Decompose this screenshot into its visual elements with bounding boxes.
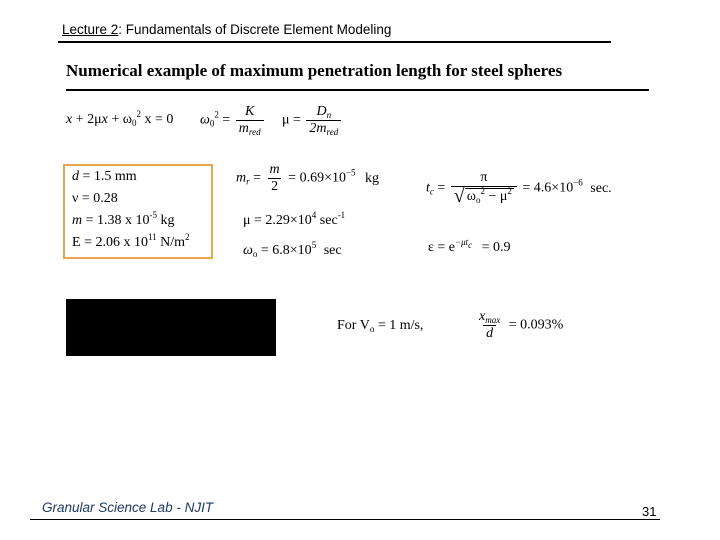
mu-den <box>306 120 341 137</box>
footer-lab-name: Granular Science Lab - NJIT <box>42 500 214 515</box>
contact-time-result: $t_c$ = π √ $\omega_o^2 - \mu^2$ = $4.6\times 10^{-6}$ sec. <box>426 170 612 207</box>
eq1-tail: x = 0 <box>144 112 174 127</box>
eps-exp <box>455 237 473 250</box>
tc-value: = 4.6×10 <box>522 180 574 196</box>
penetration-num-sub: max <box>485 315 501 325</box>
eps-exp-sub: c <box>468 240 473 250</box>
footer-rule <box>30 519 660 520</box>
tc-lhs: t <box>426 180 430 196</box>
omega-result <box>243 240 342 259</box>
om-unit: sec <box>323 243 342 258</box>
omega-den-text: m <box>238 121 249 136</box>
mu-unit-exp: -1 <box>337 210 346 220</box>
tc-den-a-sup: 2 <box>480 186 485 196</box>
om-value: = 6.8×10 <box>260 243 312 258</box>
mr-exp: −5 <box>345 167 356 178</box>
tc-den <box>451 186 517 207</box>
tc-radicand <box>465 188 514 205</box>
sqrt-symbol: √ $\omega_o^2 - \mu^2$ <box>453 185 512 207</box>
equation-of-motion <box>66 109 174 128</box>
mr-sub: r <box>246 176 250 187</box>
mu-den-text: 2m <box>309 121 327 136</box>
param-mass <box>72 210 175 229</box>
param-modulus-unit: N/m <box>156 235 186 250</box>
penetration-den: d <box>483 325 496 342</box>
om-sub: o <box>252 249 258 259</box>
param-poisson-value: = 0.28 <box>78 191 118 206</box>
velocity-label-sub: o <box>369 324 375 334</box>
velocity-label-rest: = 1 m/s, <box>374 318 424 333</box>
param-modulus-value: = 2.06 x 10 <box>80 235 148 250</box>
header-rule <box>58 41 611 43</box>
penetration-num-text: x <box>479 309 486 324</box>
eq1-sup: 2 <box>136 109 141 119</box>
tc-unit: sec. <box>590 180 612 196</box>
mu-definition <box>282 104 343 137</box>
tc-num: π <box>480 170 488 185</box>
mu-lhs: μ = <box>282 112 301 128</box>
velocity-label-text: For V <box>337 318 370 333</box>
param-poisson-symbol: ν <box>72 191 79 206</box>
penetration-value: = 0.093% <box>508 317 564 333</box>
omega-sup: 2 <box>214 109 219 120</box>
reduced-mass-result: $m_r$ = $\frac{m}{2}$ = $0.69\times 10^{-5}$ kg <box>236 162 380 194</box>
mr-num: m <box>269 162 280 177</box>
tc-den-a: ω <box>466 189 476 204</box>
page-number: 31 <box>642 504 657 519</box>
mu-num-sub: n <box>326 110 332 120</box>
tc-den-b-sup: 2 <box>507 186 512 196</box>
slide-title: Numerical example of maximum penetration length for steel spheres <box>66 61 563 80</box>
mu-den-sub: red <box>326 127 339 137</box>
eps-value: = 0.9 <box>481 240 511 255</box>
param-modulus-exp: 11 <box>147 232 157 242</box>
eq1-x: x <box>66 112 73 127</box>
param-mass-unit: kg <box>157 213 175 228</box>
omega-den-sub: red <box>248 127 261 137</box>
param-mass-value: = 1.38 x 10 <box>82 213 150 228</box>
mr-unit: kg <box>365 170 380 186</box>
tc-den-a-sub: o <box>476 195 481 205</box>
mr-lhs: m <box>236 170 247 186</box>
eq1-zero-sub: 0 <box>131 118 137 128</box>
mu-exp: 4 <box>311 210 317 220</box>
param-diameter-symbol: d <box>72 169 79 184</box>
black-box <box>66 299 276 356</box>
eq1-two-mu: + 2μ <box>75 112 102 127</box>
mu-value: μ = 2.29×10 <box>243 213 312 228</box>
eps-lhs: ε = e <box>428 240 455 255</box>
lecture-title: : Fundamentals of Discrete Element Modeling <box>118 22 392 37</box>
lecture-header <box>62 22 391 37</box>
penetration-result <box>474 309 563 342</box>
mu-result <box>243 210 346 229</box>
omega-fraction <box>236 104 264 137</box>
param-modulus-unit-exp: 2 <box>185 232 190 242</box>
omega-sub: 0 <box>209 118 215 129</box>
mr-den: 2 <box>268 178 281 195</box>
omega-lhs: ω <box>200 112 210 128</box>
title-rule <box>66 89 649 91</box>
eps-exp-text: −μt <box>455 237 469 247</box>
omega-den <box>236 120 264 137</box>
penetration-num <box>476 309 503 325</box>
param-diameter-value: = 1.5 mm <box>79 169 137 184</box>
mr-fraction <box>267 162 283 195</box>
tc-exp: −6 <box>573 177 583 188</box>
param-mass-symbol: m <box>72 213 83 228</box>
mu-num-text: D <box>316 104 327 119</box>
om-exp: 5 <box>311 240 317 250</box>
param-diameter <box>72 169 137 185</box>
velocity-label <box>337 318 423 334</box>
param-mass-exp: -5 <box>149 210 158 220</box>
omega-num: K <box>245 104 255 119</box>
mu-num <box>313 104 334 120</box>
tc-den-b: − μ <box>488 189 508 204</box>
mr-value: = 0.69×10 <box>288 170 346 186</box>
lecture-label: Lecture 2 <box>62 22 119 37</box>
param-modulus-symbol: E <box>72 235 81 250</box>
eq1-x2: x <box>101 112 108 127</box>
eq1-plus: + ω <box>111 112 132 127</box>
param-modulus <box>72 232 190 251</box>
om-lhs: ω <box>243 243 253 258</box>
penetration-fraction <box>476 309 503 342</box>
restitution-result <box>428 237 511 256</box>
tc-fraction <box>451 170 517 207</box>
mu-fraction <box>306 104 341 137</box>
tc-sub: c <box>429 186 434 197</box>
mu-unit: sec <box>319 213 338 228</box>
omega-definition: $\omega_0^2$ = $\frac{K}{m_{red}}$ <box>200 104 266 137</box>
param-poisson <box>72 191 118 207</box>
